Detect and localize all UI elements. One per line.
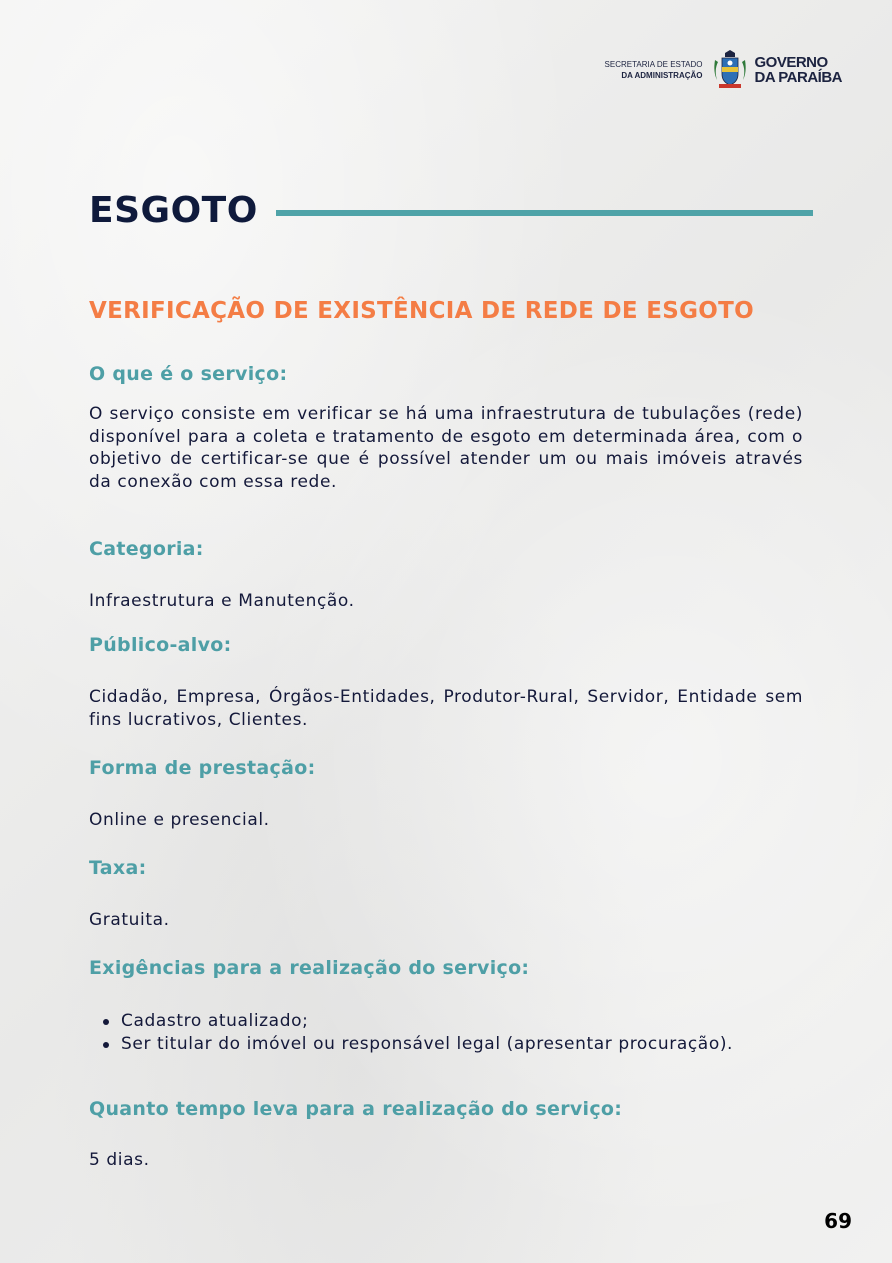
governo-line-2: DA PARAÍBA	[754, 69, 842, 86]
page-number: 69	[824, 1209, 852, 1233]
audience-text: Cidadão, Empresa, Órgãos-Entidades, Produtor-Rural, Servidor, Entidade sem fins lucrativos, Clientes.	[89, 687, 803, 730]
paraiba-coat-of-arms-icon	[711, 50, 749, 90]
time-text: 5 dias.	[89, 1150, 150, 1170]
fee-text: Gratuita.	[89, 910, 170, 930]
service-title: VERIFICAÇÃO DE EXISTÊNCIA DE REDE DE ESGOTO	[89, 298, 754, 324]
time-heading: Quanto tempo leva para a realização do serviço:	[89, 1098, 623, 1120]
form-text: Online e presencial.	[89, 810, 270, 830]
title-divider	[276, 210, 813, 216]
page-title: ESGOTO	[89, 190, 258, 231]
secretaria-text	[605, 59, 703, 81]
governo-line-1: GOVERNO	[754, 54, 828, 71]
category-text: Infraestrutura e Manutenção.	[89, 591, 355, 611]
governo-text	[755, 55, 843, 85]
secretaria-line-2: DA ADMINISTRAÇÃO	[621, 71, 703, 80]
list-item: Cadastro atualizado;	[89, 1010, 803, 1033]
what-heading: O que é o serviço:	[89, 363, 288, 385]
requirements-list	[89, 1010, 803, 1055]
requirements-heading: Exigências para a realização do serviço:	[89, 957, 530, 979]
header-logo	[605, 50, 842, 90]
what-text: O serviço consiste em verificar se há uma infraestrutura de tubulações (rede) disponível para a coleta e tratamento de esgoto em determinada área, com o objetivo de certificar-se que é possível atender um ou mais imóveis através da conexão com essa rede.	[89, 404, 803, 492]
audience-heading: Público-alvo:	[89, 634, 232, 656]
form-heading: Forma de prestação:	[89, 757, 316, 779]
secretaria-line-1: SECRETARIA DE ESTADO	[604, 60, 703, 69]
list-item: Ser titular do imóvel ou responsável legal (apresentar procuração).	[89, 1033, 803, 1056]
title-row	[89, 190, 813, 231]
fee-heading: Taxa:	[89, 857, 147, 879]
category-heading: Categoria:	[89, 538, 204, 560]
